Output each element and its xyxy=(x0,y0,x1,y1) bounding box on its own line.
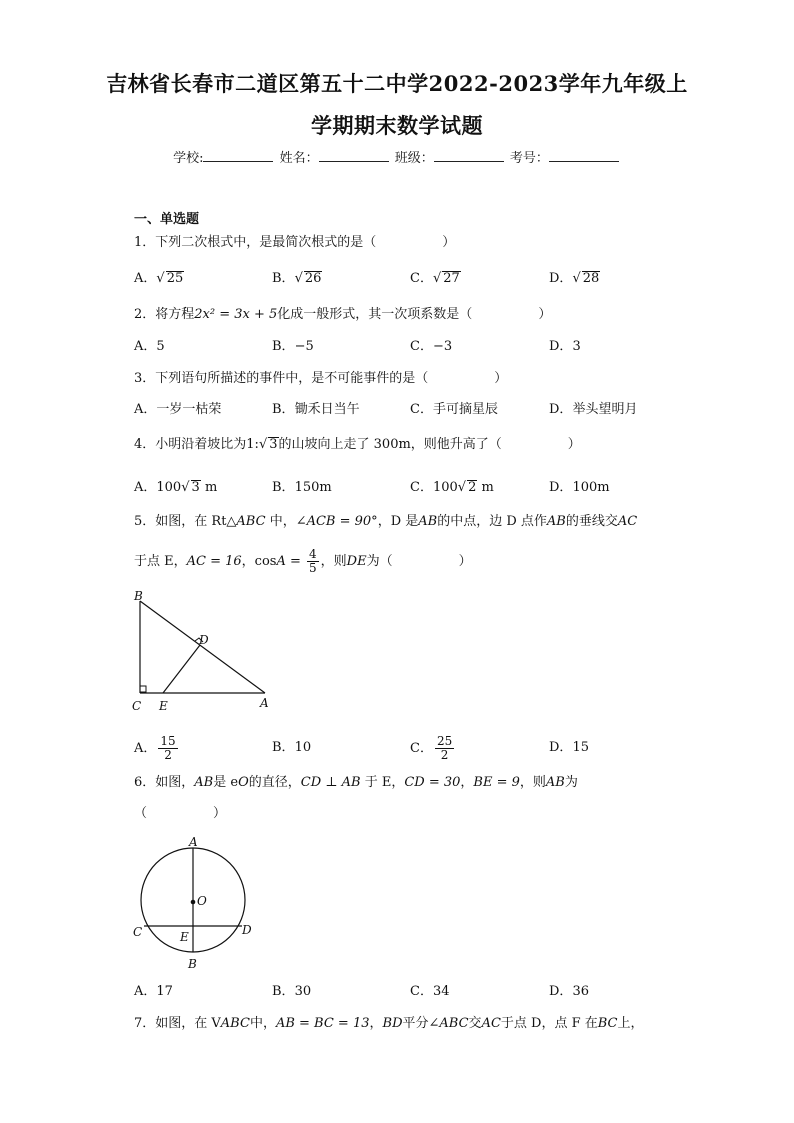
question-7-stem-line-1: 7．如图，在 VABC中，AB = BC = 13，BD平分∠ABC交AC于点 D，点 F 在BC上， xyxy=(134,1016,644,1031)
q6-circle-figure xyxy=(128,830,268,975)
student-info-line xyxy=(0,147,794,166)
q1-option-a[interactable]: A．√ 25 xyxy=(134,271,184,286)
q6-label-b: B xyxy=(188,957,197,971)
q5-label-d: D xyxy=(199,633,209,647)
q5-label-c: C xyxy=(132,699,142,713)
q2-option-b[interactable]: B．−5 xyxy=(272,339,314,354)
q5-triangle-figure xyxy=(128,586,278,716)
q3-option-d[interactable]: D．举头望明月 xyxy=(549,402,638,417)
id-label: 考号： xyxy=(509,151,549,166)
title-line-2: 学期期末数学试题 xyxy=(311,113,483,138)
name-label: 姓名： xyxy=(279,151,319,166)
question-3-stem: 3．下列语句所描述的事件中，是不可能事件的是（ ） xyxy=(134,371,508,386)
question-1-stem: 1．下列二次根式中，是最简次根式的是（ ） xyxy=(134,235,456,250)
name-blank[interactable] xyxy=(319,149,389,162)
q3-option-b[interactable]: B．锄禾日当午 xyxy=(272,402,360,417)
q2-option-d[interactable]: D．3 xyxy=(549,339,581,354)
q6-option-a[interactable]: A．17 xyxy=(134,984,173,999)
q6-label-e: E xyxy=(180,930,189,944)
q5-cos-fraction: $\frac{4}{5}$ xyxy=(309,547,317,575)
q5-option-b[interactable]: B．10 xyxy=(272,740,312,755)
q5-option-c[interactable]: C． $\frac{25}{2}$ xyxy=(410,734,453,762)
q1-option-c[interactable]: C．√ 27 xyxy=(410,271,460,286)
school-blank[interactable] xyxy=(203,149,273,162)
question-4-stem: 4．小明沿着坡比为1:√ 3的山坡向上走了 300m，则他升高了（ ） xyxy=(134,437,581,452)
class-blank[interactable] xyxy=(434,149,504,162)
q3-option-a[interactable]: A．一岁一枯荣 xyxy=(134,402,222,417)
class-label: 班级： xyxy=(394,151,434,166)
q6-option-b[interactable]: B．30 xyxy=(272,984,312,999)
q2-equation: 2x² = 3x + 5 xyxy=(194,307,278,322)
question-6-stem-line-2: （ ） xyxy=(134,806,227,821)
q6-option-d[interactable]: D．36 xyxy=(549,984,589,999)
question-5-stem-line-2: 于点 E，AC = 16，cosA = $\frac{4}{5}$ ，则DE为（ ） xyxy=(134,547,472,575)
q6-label-c: C xyxy=(133,925,143,939)
q6-label-d: D xyxy=(242,923,252,937)
q2-option-a[interactable]: A．5 xyxy=(134,339,165,354)
q4-option-a[interactable]: A．100√ 3 m xyxy=(134,480,218,495)
q4-option-d[interactable]: D．100m xyxy=(549,480,610,495)
q4-option-c[interactable]: C．100√ 2 m xyxy=(410,480,494,495)
id-blank[interactable] xyxy=(549,149,619,162)
q2-option-c[interactable]: C．−3 xyxy=(410,339,453,354)
school-label: 学校: xyxy=(173,151,204,166)
question-2-stem: 2．将方程2x² = 3x + 5化成一般形式，其一次项系数是（ ） xyxy=(134,307,552,322)
q4-option-b[interactable]: B．150m xyxy=(272,480,332,495)
q6-label-a: A xyxy=(189,835,198,849)
question-6-stem-line-1: 6．如图，AB是 eO的直径，CD ⊥ AB 于 E，CD = 30，BE = 9，则AB为 xyxy=(134,775,578,790)
q6-label-o: O xyxy=(197,894,207,908)
question-5-stem-line-1: 5．如图，在 Rt△ABC 中，∠ACB = 90°，D 是AB的中点，边 D 点作AB的垂线交AC xyxy=(134,514,638,529)
q3-option-c[interactable]: C．手可摘星辰 xyxy=(410,402,498,417)
q1-option-d[interactable]: D．√ 28 xyxy=(549,271,600,286)
q5-option-a[interactable]: A． $\frac{15}{2}$ xyxy=(134,734,176,762)
q5-label-b: B xyxy=(134,589,143,603)
q5-option-d[interactable]: D．15 xyxy=(549,740,589,755)
q1-option-b[interactable]: B．√ 26 xyxy=(272,271,322,286)
q5-label-e: E xyxy=(159,699,168,713)
section-heading: 一、单选题 xyxy=(134,212,200,227)
title-line-1: 吉林省长春市二道区第五十二中学2022-2023学年九年级上 xyxy=(106,71,688,96)
q5-label-a: A xyxy=(260,696,269,710)
q6-option-c[interactable]: C．34 xyxy=(410,984,450,999)
